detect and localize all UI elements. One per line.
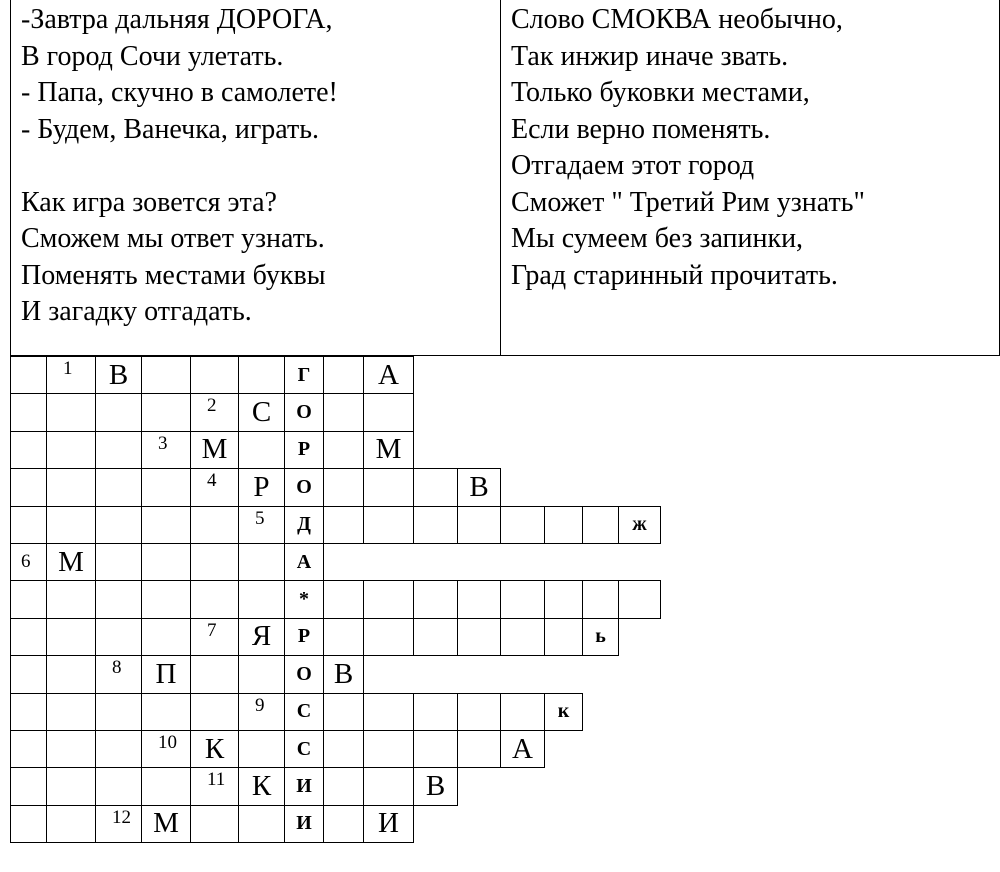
crossword-cell[interactable] <box>238 393 285 431</box>
crossword-cell[interactable] <box>413 580 458 618</box>
crossword-cell[interactable] <box>363 730 414 768</box>
crossword-cell[interactable] <box>10 543 47 581</box>
poem-right-line: Слово СМОКВА необычно, <box>511 4 843 35</box>
answer-letter: В <box>333 657 354 690</box>
crossword-cell[interactable] <box>46 655 96 693</box>
crossword-cell[interactable] <box>141 767 191 805</box>
crossword-cell[interactable] <box>544 506 583 544</box>
crossword-cell[interactable] <box>46 580 96 618</box>
clue-number: 7 <box>207 619 217 641</box>
answer-letter: В <box>425 770 446 803</box>
clue-number: 6 <box>21 551 31 572</box>
crossword-cell[interactable] <box>46 730 96 768</box>
crossword-cell[interactable] <box>238 543 285 581</box>
crossword-cell[interactable] <box>323 506 364 544</box>
crossword-cell[interactable] <box>190 543 239 581</box>
crossword-cell[interactable] <box>95 730 142 768</box>
crossword-cell[interactable] <box>363 393 414 431</box>
poem-right-line: Мы сумеем без запинки, <box>511 223 804 254</box>
answer-letter: П <box>155 657 177 690</box>
crossword-cell[interactable] <box>190 655 239 693</box>
crossword-cell[interactable] <box>238 468 285 506</box>
crossword-cell[interactable] <box>582 580 619 618</box>
crossword-cell[interactable] <box>618 580 661 618</box>
crossword-cell[interactable] <box>284 468 324 506</box>
crossword-cell[interactable] <box>10 431 47 469</box>
poem-left-line: Поменять местами буквы <box>21 259 326 291</box>
crossword-cell[interactable] <box>141 805 191 843</box>
key-letter: * <box>299 588 309 611</box>
poem-right-line: Отгадаем этот город <box>511 150 755 181</box>
crossword-cell[interactable] <box>363 618 414 656</box>
crossword-cell[interactable] <box>190 618 239 656</box>
crossword-cell[interactable] <box>363 767 414 805</box>
crossword-cell[interactable] <box>500 730 545 768</box>
crossword-cell[interactable] <box>190 767 239 805</box>
answer-letter: С <box>251 396 272 429</box>
answer-letter: К <box>251 770 272 803</box>
clue-number: 3 <box>158 432 168 454</box>
crossword-cell[interactable] <box>238 693 285 731</box>
crossword-cell[interactable] <box>141 356 191 394</box>
crossword-cell[interactable] <box>284 655 324 693</box>
crossword-cell[interactable] <box>46 767 96 805</box>
crossword-cell[interactable] <box>323 805 364 843</box>
crossword-cell[interactable] <box>284 506 324 544</box>
poem-left-line: И загадку отгадать. <box>21 296 252 327</box>
crossword-cell[interactable] <box>141 655 191 693</box>
answer-letter: А <box>512 732 533 765</box>
key-letter: И <box>296 775 312 798</box>
crossword-cell[interactable] <box>190 431 239 469</box>
crossword-cell[interactable] <box>10 618 47 656</box>
key-letter: И <box>296 812 312 835</box>
crossword-cell[interactable] <box>582 506 619 544</box>
crossword-cell[interactable] <box>544 693 583 731</box>
answer-letter: А <box>378 358 399 391</box>
crossword-cell[interactable] <box>95 655 142 693</box>
crossword-cell[interactable] <box>141 580 191 618</box>
crossword-cell[interactable] <box>141 730 191 768</box>
crossword-cell[interactable] <box>284 693 324 731</box>
crossword-cell[interactable] <box>46 693 96 731</box>
clue-number: 5 <box>255 507 265 529</box>
crossword-cell[interactable] <box>284 805 324 843</box>
answer-letter: В <box>469 470 489 503</box>
poem-left-line: Сможем мы ответ узнать. <box>21 223 325 254</box>
crossword-cell[interactable] <box>190 506 239 544</box>
clue-number: 12 <box>112 806 131 828</box>
crossword-cell[interactable] <box>10 655 47 693</box>
crossword-cell[interactable] <box>323 655 364 693</box>
crossword-cell[interactable] <box>10 767 47 805</box>
poem-right-line: Сможет " Третий Рим узнать" <box>511 186 865 218</box>
crossword-cell[interactable] <box>323 580 364 618</box>
crossword-cell[interactable] <box>238 805 285 843</box>
crossword-cell[interactable] <box>95 431 142 469</box>
answer-letter: М <box>153 807 179 840</box>
crossword-cell[interactable] <box>141 618 191 656</box>
crossword-cell[interactable] <box>95 356 142 394</box>
crossword-cell[interactable] <box>457 693 501 731</box>
crossword-cell[interactable] <box>284 767 324 805</box>
crossword-cell[interactable] <box>457 618 501 656</box>
crossword-cell[interactable] <box>95 506 142 544</box>
crossword-cell[interactable] <box>413 767 458 805</box>
crossword-cell[interactable] <box>500 618 545 656</box>
crossword-cell[interactable] <box>500 580 545 618</box>
crossword-cell[interactable] <box>10 356 47 394</box>
crossword-cell[interactable] <box>457 468 501 506</box>
answer-letter: К <box>204 732 225 765</box>
crossword-cell[interactable] <box>323 393 364 431</box>
crossword-cell[interactable] <box>284 580 324 618</box>
crossword-cell[interactable] <box>284 431 324 469</box>
crossword-cell[interactable] <box>10 805 47 843</box>
poem-left-line: - Папа, скучно в самолете! <box>21 77 338 108</box>
crossword-cell[interactable] <box>238 655 285 693</box>
crossword-cell[interactable] <box>238 580 285 618</box>
crossword-cell[interactable] <box>95 468 142 506</box>
crossword-cell[interactable] <box>46 618 96 656</box>
crossword-cell[interactable] <box>363 580 414 618</box>
crossword-cell[interactable] <box>582 618 619 656</box>
poem-left-line: Как игра зовется эта? <box>21 186 277 218</box>
clue-number: 11 <box>207 769 226 791</box>
crossword-cell[interactable] <box>544 618 583 656</box>
hint-letter: к <box>557 700 570 723</box>
clue-number: 10 <box>158 732 177 753</box>
crossword-cell[interactable] <box>238 356 285 394</box>
crossword-cell[interactable] <box>10 468 47 506</box>
crossword-cell[interactable] <box>10 693 47 731</box>
poem-right-line: Град старинный прочитать. <box>511 259 838 291</box>
crossword-cell[interactable] <box>413 693 458 731</box>
crossword-cell[interactable] <box>363 431 414 469</box>
crossword-cell[interactable] <box>141 543 191 581</box>
hint-letter: ь <box>595 625 606 648</box>
crossword-cell[interactable] <box>10 506 47 544</box>
crossword-cell[interactable] <box>10 393 47 431</box>
crossword-cell[interactable] <box>46 468 96 506</box>
crossword-cell[interactable] <box>141 393 191 431</box>
poem-right-line: Только буковки местами, <box>511 77 810 108</box>
poem-left-line: В город Сочи улетать. <box>21 40 284 72</box>
key-letter: А <box>296 550 312 573</box>
crossword-cell[interactable] <box>190 805 239 843</box>
crossword-cell[interactable] <box>323 767 364 805</box>
crossword-cell[interactable] <box>95 693 142 731</box>
crossword-cell[interactable] <box>413 506 458 544</box>
crossword-cell[interactable] <box>323 693 364 731</box>
crossword-cell[interactable] <box>323 431 364 469</box>
crossword-cell[interactable] <box>618 506 661 544</box>
crossword-cell[interactable] <box>284 543 324 581</box>
crossword-cell[interactable] <box>544 580 583 618</box>
hint-letter: ж <box>632 513 647 536</box>
crossword-cell[interactable] <box>46 543 96 581</box>
crossword-cell[interactable] <box>95 767 142 805</box>
crossword-cell[interactable] <box>46 393 96 431</box>
key-letter: О <box>296 475 312 498</box>
key-letter: С <box>296 700 312 723</box>
crossword-cell[interactable] <box>95 618 142 656</box>
crossword-cell[interactable] <box>413 730 458 768</box>
key-letter: С <box>296 737 312 760</box>
crossword-cell[interactable] <box>95 580 142 618</box>
crossword-cell[interactable] <box>363 805 414 843</box>
crossword-cell[interactable] <box>10 580 47 618</box>
crossword-cell[interactable] <box>284 618 324 656</box>
key-letter: О <box>296 662 312 685</box>
crossword-cell[interactable] <box>46 356 96 394</box>
crossword-cell[interactable] <box>323 468 364 506</box>
crossword-cell[interactable] <box>95 543 142 581</box>
crossword-cell[interactable] <box>190 468 239 506</box>
key-letter: Р <box>297 438 311 461</box>
crossword-cell[interactable] <box>238 506 285 544</box>
answer-letter: Я <box>251 620 272 653</box>
crossword-cell[interactable] <box>413 468 458 506</box>
key-letter: Р <box>297 625 311 648</box>
crossword-cell[interactable] <box>457 506 501 544</box>
key-letter: О <box>296 401 312 424</box>
crossword-cell[interactable] <box>190 356 239 394</box>
crossword-cell[interactable] <box>284 730 324 768</box>
crossword-cell[interactable] <box>323 356 364 394</box>
crossword-cell[interactable] <box>190 580 239 618</box>
crossword-cell[interactable] <box>46 431 96 469</box>
crossword-cell[interactable] <box>141 506 191 544</box>
crossword-cell[interactable] <box>457 580 501 618</box>
clue-number: 8 <box>112 657 122 679</box>
key-letter: Д <box>297 513 311 536</box>
clue-number: 4 <box>207 470 217 492</box>
answer-letter: М <box>201 433 228 466</box>
crossword-cell[interactable] <box>284 356 324 394</box>
crossword-cell[interactable] <box>500 693 545 731</box>
crossword-cell[interactable] <box>323 730 364 768</box>
answer-letter: Р <box>253 470 270 503</box>
clue-number: 1 <box>63 358 73 379</box>
crossword-cell[interactable] <box>363 468 414 506</box>
answer-letter: В <box>108 358 129 391</box>
crossword-cell[interactable] <box>10 730 47 768</box>
answer-letter: М <box>375 433 402 466</box>
crossword-cell[interactable] <box>238 730 285 768</box>
crossword-cell[interactable] <box>190 693 239 731</box>
answer-letter: М <box>58 545 84 578</box>
crossword-cell[interactable] <box>95 805 142 843</box>
crossword-cell[interactable] <box>238 767 285 805</box>
crossword-cell[interactable] <box>457 730 501 768</box>
crossword-cell[interactable] <box>413 618 458 656</box>
crossword-cell[interactable] <box>238 431 285 469</box>
poem-left-line: -Завтра дальняя ДОРОГА, <box>21 4 333 35</box>
crossword-cell[interactable] <box>284 393 324 431</box>
crossword-cell[interactable] <box>363 506 414 544</box>
crossword-cell[interactable] <box>141 468 191 506</box>
crossword-cell[interactable] <box>323 618 364 656</box>
crossword-cell[interactable] <box>141 431 191 469</box>
crossword-cell[interactable] <box>95 393 142 431</box>
clue-number: 2 <box>207 395 217 417</box>
poem-left-line: - Будем, Ванечка, играть. <box>21 113 320 145</box>
crossword-cell[interactable] <box>190 730 239 768</box>
crossword-cell[interactable] <box>363 693 414 731</box>
crossword-cell[interactable] <box>190 393 239 431</box>
crossword-cell[interactable] <box>46 805 96 843</box>
key-letter: Г <box>297 363 311 386</box>
crossword-cell[interactable] <box>500 506 545 544</box>
crossword-cell[interactable] <box>363 356 414 394</box>
crossword-cell[interactable] <box>141 693 191 731</box>
crossword-cell[interactable] <box>46 506 96 544</box>
answer-letter: И <box>378 807 399 840</box>
crossword-cell[interactable] <box>238 618 285 656</box>
poem-right-line: Если верно поменять. <box>511 113 771 145</box>
poem-right-line: Так инжир иначе звать. <box>511 40 789 72</box>
clue-number: 9 <box>255 694 265 716</box>
